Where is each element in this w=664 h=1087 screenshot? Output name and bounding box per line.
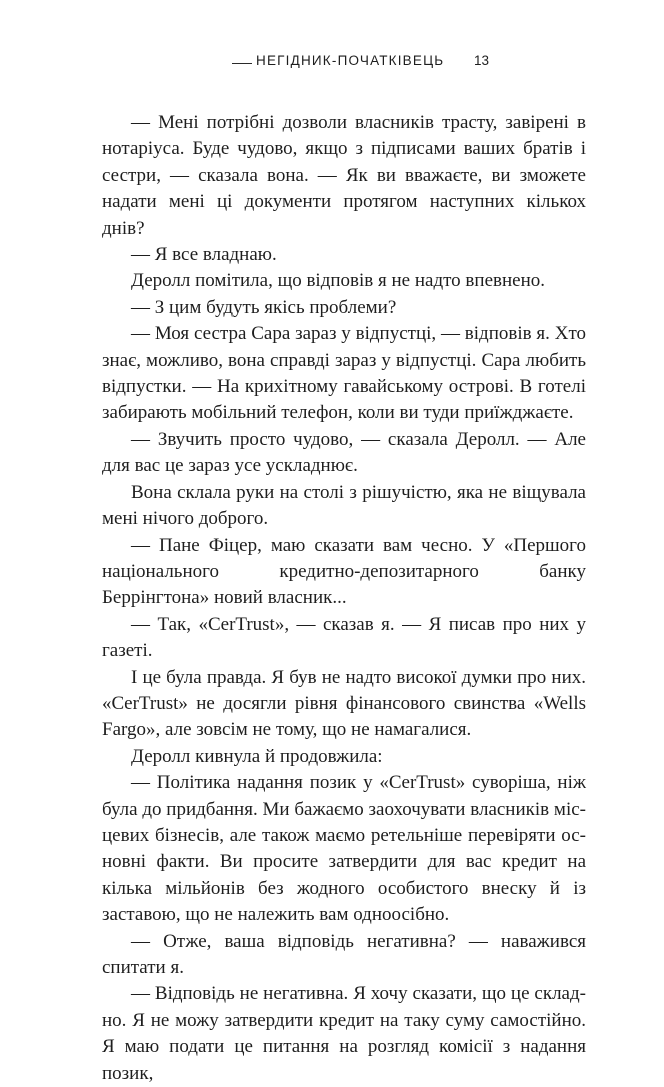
paragraph: Вона склала руки на столі з рішучістю, яка не віщувала мені нічого доброго. bbox=[102, 481, 586, 530]
paragraph: — Відповідь не негативна. Я хочу сказати, що це складно. Я не можу затвердити кредит на таку суму самостійно. Я маю подати це питання на розгляд комісії з надання позик, bbox=[102, 983, 586, 1084]
paragraph: Деролл кивнула й продовжила: bbox=[131, 745, 383, 767]
paragraph: — Звучить просто чудово, — сказала Деролл. — Але для вас це зараз усе ускладнює. bbox=[102, 428, 586, 477]
paragraph: — З цим будуть якісь проблеми? bbox=[131, 296, 397, 318]
paragraph: — Я все владнаю. bbox=[131, 244, 277, 266]
paragraph: — Політика надання позик у «CerTrust» суворіша, ніж була до придбання. Ми бажаємо заохочувати власників місцевих бізнесів, але також маємо ретельніше перевіряти основні факти. Ви просите затвердити для вас кредит на кілька мільйонів без жодного особистого внеску й із заставою, що не належить вам одноосібно. bbox=[102, 772, 586, 926]
running-header bbox=[0, 50, 664, 74]
paragraph: — Пане Фіцер, маю сказати вам чесно. У «Першого національного кредитно-депозитарного банку Беррінгтона» новий власник... bbox=[102, 534, 586, 609]
page-number: 13 bbox=[474, 53, 490, 68]
running-title: НЕГІДНИК-ПОЧАТКІВЕЦЬ bbox=[252, 50, 448, 72]
paragraph: — Мені потрібні дозволи власників трасту, завірені в нотаріуса. Буде чудово, якщо з підписами ваших братів і сестри, — сказала вона. — Як ви вважаєте, ви зможете надати мені ці документи протягом наступних кількох днів? bbox=[102, 112, 586, 239]
paragraph: — Моя сестра Сара зараз у відпустці, — відповів я. Хто знає, можливо, вона справді зараз у відпустці. Сара любить відпустки. — На крихітному гавайському острові. В готелі забирають мобільний телефон, коли ви туди приїжджаєте. bbox=[102, 323, 586, 424]
body-text bbox=[102, 110, 586, 1087]
paragraph: Деролл помітила, що відповів я не надто впевнено. bbox=[131, 270, 545, 292]
paragraph: І це була правда. Я був не надто високої думки про них. «CerTrust» не досягли рівня фінансового свинства «Wells Fargo», але зовсім не тому, що не намагалися. bbox=[102, 666, 586, 741]
paragraph: — Так, «CerTrust», — сказав я. — Я писав про них у газеті. bbox=[102, 613, 586, 662]
paragraph: — Отже, ваша відповідь негативна? — наважився спитати я. bbox=[102, 930, 586, 978]
